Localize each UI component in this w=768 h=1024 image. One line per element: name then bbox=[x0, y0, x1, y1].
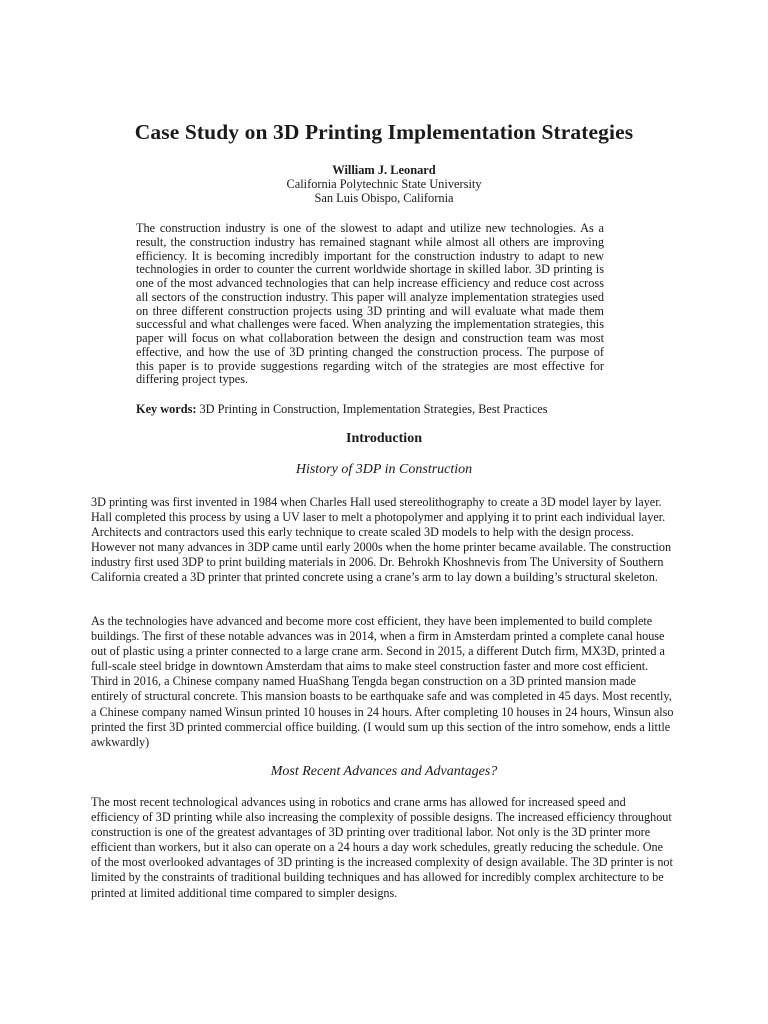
abstract: The construction industry is one of the slowest to adapt and utilize new technologies. As a result, the construction industry has remained stagnant while almost all others are improving efficiency. It is becoming incredibly important for the construction industry to adapt to new technologies in order to counter the current worldwide shortage in skilled labor. 3D printing is one of the most advanced technologies that can help increase efficiency and reduce cost across all sectors of the construction industry. This paper will analyze implementation strategies used on three different construction projects using 3D printing and will evaluate what made them successful and what challenges were faced. When analyzing the implementation strategies, this paper will focus on what collaboration between the design and construction team was most effective, and how the use of 3D printing changed the construction process. The purpose of this paper is to provide suggestions regarding witch of the strategies are most effective for differing project types. bbox=[136, 221, 604, 387]
subheading-recent-advances: Most Recent Advances and Advantages? bbox=[270, 764, 498, 779]
section-heading-introduction: Introduction bbox=[346, 431, 422, 446]
keywords-label: Key words: bbox=[136, 402, 197, 416]
byline bbox=[0, 163, 768, 205]
author-location: San Luis Obispo, California bbox=[314, 191, 454, 205]
author-name: William J. Leonard bbox=[332, 163, 436, 177]
keywords-list: 3D Printing in Construction, Implementation Strategies, Best Practices bbox=[199, 402, 548, 416]
author-affiliation: California Polytechnic State University bbox=[286, 177, 482, 191]
paragraph-recent-advances: The most recent technological advances using in robotics and crane arms has allowed for increased speed and efficiency of 3D printing while also increasing the complexity of possible designs. The increased efficiency throughout construction is one of the greatest advantages of 3D printing over traditional labor. Not only is the 3D printer more efficient than workers, but it also can operate on a 24 hours a day work schedules, greatly reducing the schedule. One of the most overlooked advantages of 3D printing is the increased complexity of design available. The 3D printer is not limited by the constraints of traditional building techniques and has allowed for incredibly complex architecture to be printed at limited additional time compared to simpler designs. bbox=[91, 795, 673, 900]
paragraph-advances: As the technologies have advanced and become more cost efficient, they have been implemented to build complete buildings. The first of these notable advances was in 2014, when a firm in Amsterdam printed a complete canal house out of plastic using a printer connected to a large crane arm. Second in 2015, a different Dutch firm, MX3D, printed a full-scale steel bridge in downtown Amsterdam that aims to make steel construction faster and more cost efficient. Third in 2016, a Chinese company named HuaShang Tengda began construction on a 3D printed mansion made entirely of structural concrete. This mansion boasts to be earthquake safe and was completed in 45 days. Most recently, a Chinese company named Winsun printed 10 houses in 24 hours. After completing 10 houses in 24 hours, Winsun also printed the first 3D printed commercial office building. (I would sum up this section of the intro somehow, ends a little awkwardly) bbox=[91, 614, 674, 749]
paper-title: Case Study on 3D Printing Implementation Strategies bbox=[134, 120, 634, 144]
keywords bbox=[136, 402, 656, 416]
paragraph-history: 3D printing was first invented in 1984 when Charles Hall used stereolithography to create a 3D model layer by layer. Hall completed this process by using a UV laser to melt a photopolymer and applying it to print each individual layer. Architects and contractors used this early technique to create scaled 3D models to help with the design process. However not many advances in 3DP came until early 2000s when the home printer became available. The construction industry first used 3DP to print building materials in 2006. Dr. Behrokh Khoshnevis from The University of Southern California created a 3D printer that printed concrete using a crane’s arm to lay down a building’s structural skeleton. bbox=[91, 495, 672, 585]
subheading-history: History of 3DP in Construction bbox=[295, 462, 473, 477]
